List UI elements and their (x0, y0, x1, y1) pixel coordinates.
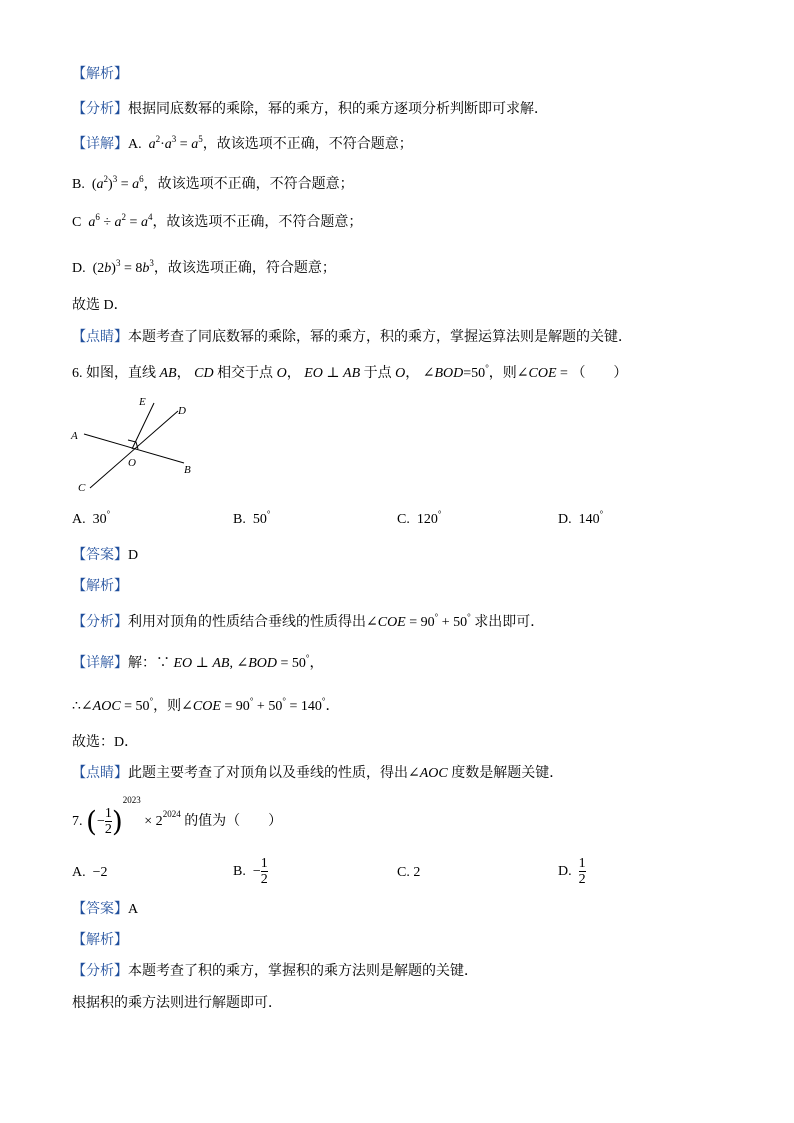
q7-option-b: B. − $\frac{1}{2}$ (233, 856, 268, 888)
label-e: E (139, 396, 146, 408)
q6-dianjing (72, 765, 563, 783)
fenxi-tag: 【分析】 (72, 102, 128, 117)
q6-fenxi-tag: 【分析】 (72, 615, 128, 630)
q6-answer-tag: 【答案】 (72, 548, 128, 563)
q6-angle-aoc-2: ∠AOC (408, 766, 448, 781)
q6-dianjing-tag: 【点睛】 (72, 766, 128, 781)
fenxi-line-1 (72, 101, 548, 119)
label-c: C (78, 482, 86, 494)
dianjing-line (72, 329, 632, 347)
q6-line-cd: CD (194, 366, 214, 381)
q6-xiangjie-tag: 【详解】 (72, 656, 128, 671)
q6-xiangjie-b: ， (309, 656, 324, 671)
q6-then: ，则 (153, 699, 182, 714)
fenxi-text: 根据同底数幂的乘除，幂的乘方，积的乘方逐项分析判断即可求解． (128, 102, 548, 117)
q6-xiangjie (72, 655, 323, 673)
q6-fenxi-formula: ∠COE = 90° + 50° (366, 612, 471, 630)
option-b-label: B. (72, 177, 85, 192)
line-a-text: ，故该选项不正确，不符合题意； (202, 137, 413, 152)
q6-fenxi-a: 利用对顶角的性质结合垂线的性质得出 (128, 615, 366, 630)
q7-stem-tail: 的值为（ ） (184, 814, 283, 829)
q6-angle-coe: ∠COE = (516, 366, 568, 381)
xiangjie-tag: 【详解】 (72, 137, 128, 152)
q6-point-o: O (276, 366, 287, 381)
q7-expression: (− $\frac{1}{2}$ )$^{2023} \times 2^{2024}$ (86, 795, 181, 838)
line-c-text: ，故该选项不正确，不符合题意； (152, 215, 363, 230)
xiangjie-line-d (72, 260, 336, 278)
q7-option-a: A. −2 (72, 865, 108, 880)
q7-jiexi: 【解析】 (72, 933, 128, 948)
q6-stem-c: 相交于点 (217, 366, 274, 381)
q6-xiangjie-formula: EO ⊥ AB, ∠BOD = 50° (173, 653, 310, 671)
q6-eo-perp: EO (304, 366, 323, 381)
q6-line-ab: AB (159, 366, 177, 381)
line-b-text: ，故该选项不正确，不符合题意； (143, 177, 354, 192)
q6-stem-a: 6. 如图，直线 (72, 366, 156, 381)
dianjing-text: 本题考查了同底数幂的乘除，幂的乘方，积的乘方，掌握运算法则是解题的关键． (128, 330, 632, 345)
q6-option-d: D. 140° (558, 509, 604, 527)
q6-stem-e: 于点 (363, 366, 392, 381)
q6-jiexi: 【解析】 (72, 579, 128, 594)
xiangjie-line-b (72, 176, 354, 194)
option-c-label: C (72, 215, 82, 230)
q6-answer (72, 547, 138, 565)
therefore-sign: ∴ (72, 699, 81, 714)
q6-angle-bod: ∠BOD=50° (422, 363, 489, 381)
q6-conclusion: 故选：D． (72, 735, 139, 750)
jiexi-heading: 【解析】 (72, 67, 128, 82)
xiangjie-line-c (72, 214, 362, 232)
q7-answer-tag: 【答案】 (72, 902, 128, 917)
formula-b: $(a^2)^3 = a^6$ (91, 174, 144, 192)
formula-d: $(2b)^3 = 8b^3$ (92, 258, 154, 276)
choose-d: 故选 D． (72, 298, 128, 313)
q6-stem-d: ， (286, 366, 301, 381)
q6-angle-aoc: ∠AOC = 50° (80, 696, 154, 714)
q6-figure (68, 393, 203, 495)
q6-dianjing-b: 度数是解题关键． (451, 766, 564, 781)
q6-stem-h: （ ） (571, 366, 628, 381)
q7-option-c: C. 2 (397, 865, 421, 880)
label-b: B (184, 464, 191, 476)
q7-option-d: D. $\frac{1}{2}$ (558, 856, 586, 888)
q7-fenxi (72, 963, 478, 981)
label-o: O (128, 457, 136, 469)
xiangjie-line-a (72, 136, 413, 154)
q6-end: ． (325, 699, 340, 714)
q6-coe-result: ∠COE = 90° + 50° = 140° (181, 696, 326, 714)
line-d-text: ，故该选项正确，符合题意； (153, 261, 336, 276)
q7-last-line: 根据积的乘方法则进行解题即可． (72, 996, 282, 1011)
q6-stem-g: ，则 (488, 366, 517, 381)
line-cd (90, 411, 178, 488)
formula-a: $a^2\cdot a^3 = a^5$ (148, 134, 203, 152)
q6-option-b: B. 50° (233, 509, 271, 527)
q6-fenxi-b: 求出即可． (474, 615, 545, 630)
q6-option-a: A. 30° (72, 509, 111, 527)
q6-fenxi (72, 614, 544, 632)
label-d: D (178, 405, 186, 417)
q6-dianjing-a: 此题主要考查了对顶角以及垂线的性质，得出 (128, 766, 408, 781)
q6-stem-f: ， (405, 366, 420, 381)
q6-answer-value: D (128, 548, 139, 563)
q6-xiangjie-a: 解：∵ (128, 656, 170, 671)
q7-fenxi-text: 本题考查了积的乘方，掌握积的乘方法则是解题的关键． (128, 964, 478, 979)
q6-therefore (72, 698, 339, 716)
q6-option-c: C. 120° (397, 509, 442, 527)
option-a-label: A. (128, 137, 142, 152)
option-d-label: D. (72, 261, 86, 276)
formula-c: $a^6 \div a^2 = a^4$ (88, 212, 153, 230)
q7-fenxi-tag: 【分析】 (72, 964, 128, 979)
q7-answer (72, 901, 138, 919)
dianjing-tag: 【点睛】 (72, 330, 128, 345)
q6-stem-b: ， (176, 366, 191, 381)
q7-stem (72, 795, 283, 842)
label-a: A (71, 430, 78, 442)
q7-number: 7. (72, 814, 83, 829)
q6-stem: 6. 如图，直线 AB， CD 相交于点 O， EO ⊥ AB 于点 O， ∠BOD=50°，则∠COE = （ ） (72, 363, 628, 381)
q7-answer-value: A (128, 902, 139, 917)
